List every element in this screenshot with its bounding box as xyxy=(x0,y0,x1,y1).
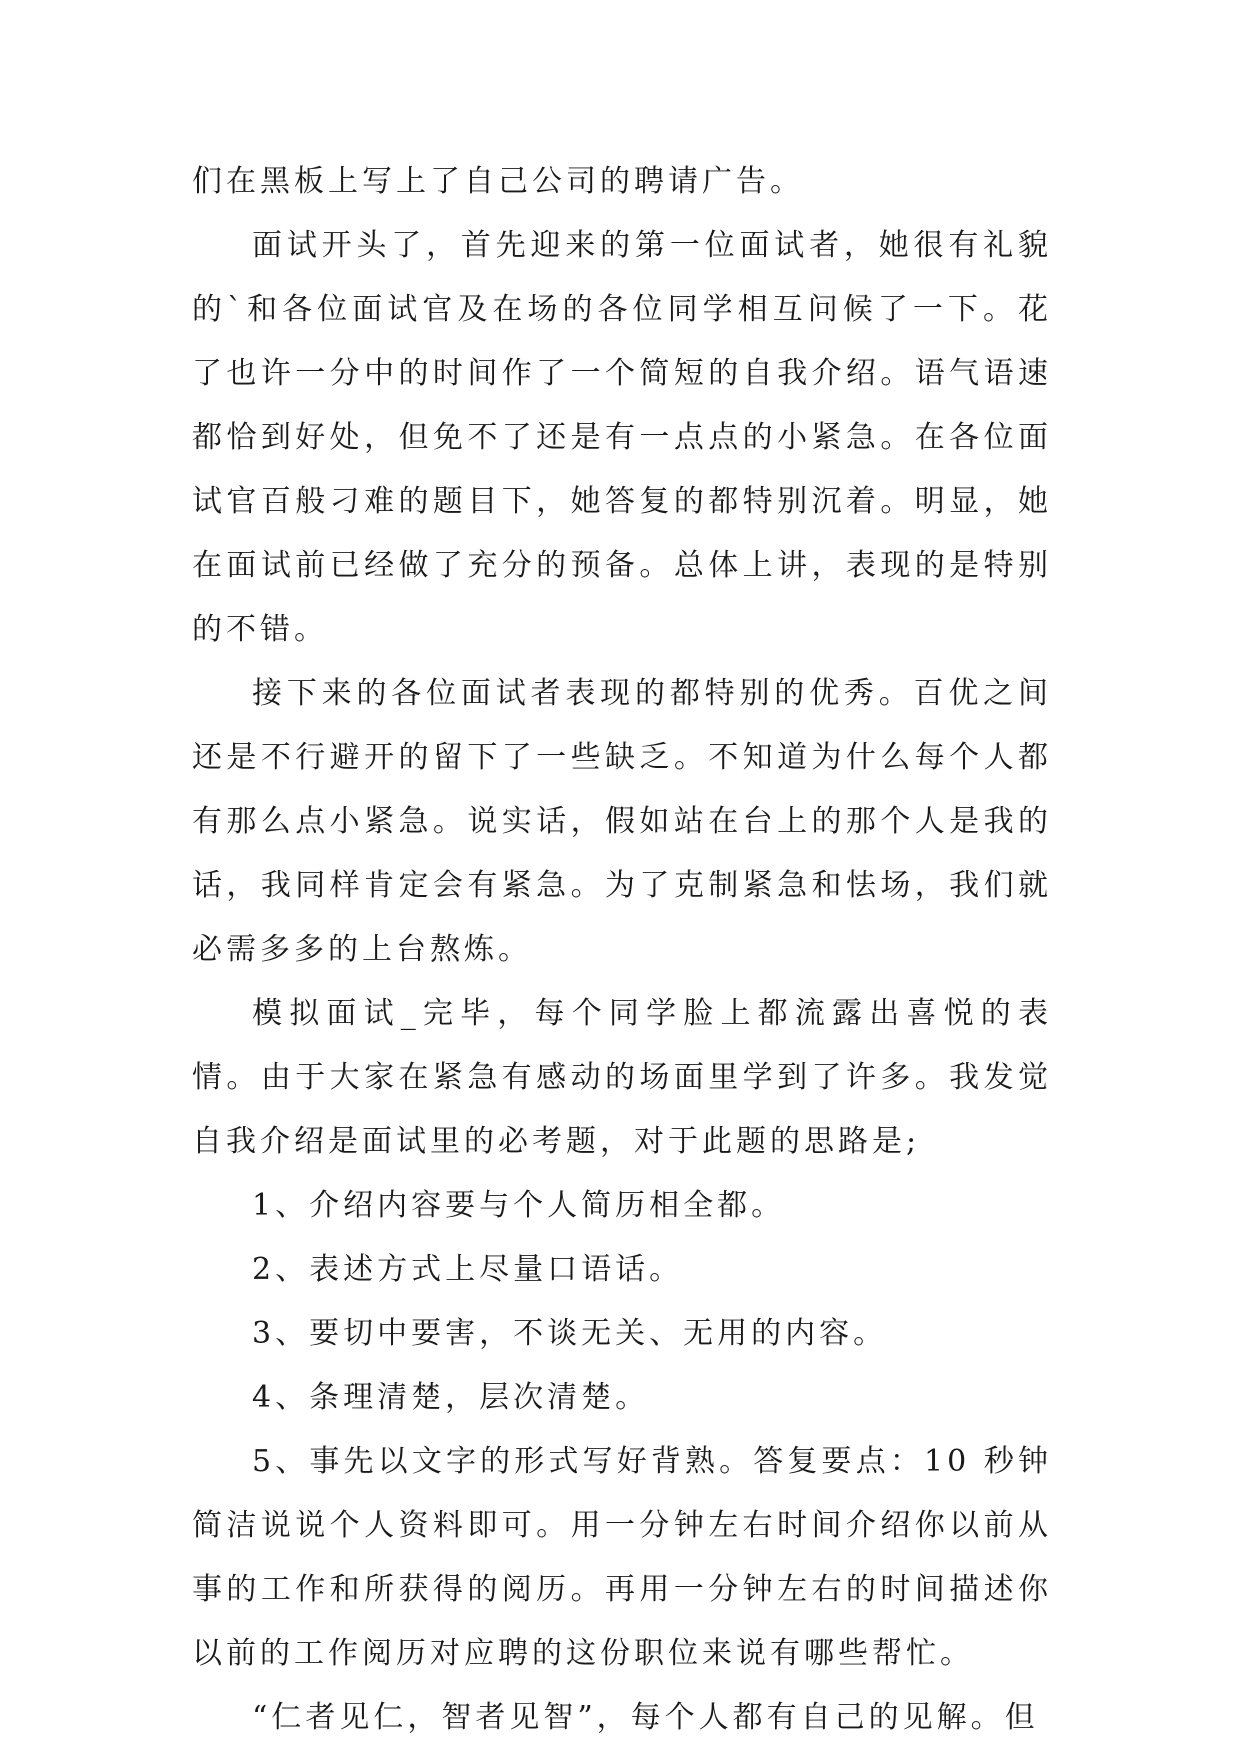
body-text xyxy=(192,150,1052,1750)
list-item: 1、介绍内容要与个人简历相全都。 xyxy=(252,1188,786,1223)
paragraph: 面试开头了，首先迎来的第一位面试者，她很有礼貌的`和各位面试官及在场的各位同学相互问候了一下。花了也许一分中的时间作了一个简短的自我介绍。语气语速都恰到好处，但免不了还是有一点点的小紧急。在各位面试官百般刁难的题目下，她答复的都特别沉着。明显，她在面试前已经做了充分的预备。总体上讲，表现的是特别的不错。 xyxy=(192,228,1052,647)
list-item: 3、要切中要害，不谈无关、无用的内容。 xyxy=(252,1316,888,1351)
paragraph: “仁者见仁，智者见智”，每个人都有自己的见解。但 xyxy=(252,1700,1039,1735)
list-item: 2、表述方式上尽量口语话。 xyxy=(252,1252,684,1287)
paragraph: 模拟面试_完毕，每个同学脸上都流露出喜悦的表情。由于大家在紧急有感动的场面里学到了许多。我发觉自我介绍是面试里的必考题，对于此题的思路是; xyxy=(192,996,1052,1159)
paragraph: 接下来的各位面试者表现的都特别的优秀。百优之间还是不行避开的留下了一些缺乏。不知道为什么每个人都有那么点小紧急。说实话，假如站在台上的那个人是我的话，我同样肯定会有紧急。为了克制紧急和怯场，我们就必需多多的上台熬炼。 xyxy=(192,676,1052,967)
paragraph: 们在黑板上写上了自己公司的聘请广告。 xyxy=(192,164,804,199)
list-item: 5、事先以文字的形式写好背熟。答复要点：10 秒钟简洁说说个人资料即可。用一分钟左右时间介绍你以前从事的工作和所获得的阅历。再用一分钟左右的时间描述你以前的工作阅历对应聘的这份职位来说有哪些帮忙。 xyxy=(192,1444,1052,1671)
list-item: 4、条理清楚，层次清楚。 xyxy=(252,1380,650,1415)
